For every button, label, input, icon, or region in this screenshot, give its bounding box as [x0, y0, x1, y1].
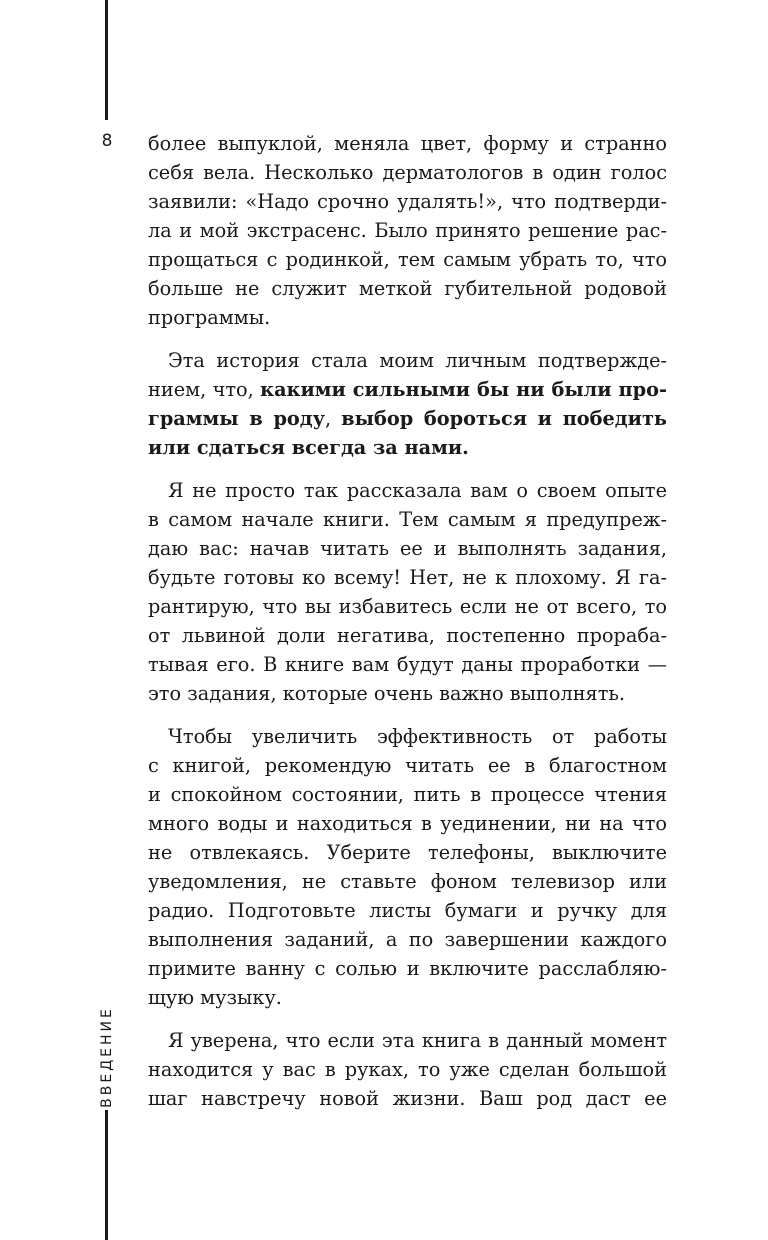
text-line: радио. Подготовьте листы бумаги и ручку для	[148, 899, 667, 922]
text-line: не отвлекаясь. Уберите телефоны, выключите	[148, 841, 667, 864]
text-line	[148, 404, 667, 433]
text-line: будьте готовы ко всему! Нет, не к плохому. Я га-	[148, 566, 667, 589]
text-line: прощаться с родинкой, тем самым убрать то, что	[148, 248, 667, 271]
text-line: выполнения заданий, а по завершении каждого	[148, 928, 667, 951]
text-line: более выпуклой, меняла цвет, форму и странно	[148, 132, 667, 155]
emphasis-text: какими сильными бы ни были про-	[260, 378, 667, 401]
page-number: 8	[101, 131, 113, 151]
text-line: уведомления, не ставьте фоном телевизор или	[148, 870, 667, 893]
text-line: с книгой, рекомендую читать ее в благостном	[148, 754, 667, 777]
text-line: Чтобы увеличить эффективность от работы	[168, 725, 667, 748]
emphasis-text: выбор бороться и победить	[341, 407, 667, 430]
text-line: больше не служит меткой губительной родовой	[148, 277, 667, 300]
text-line: рантирую, что вы избавитесь если не от всего, то	[148, 595, 667, 618]
text-line: Я уверена, что если эта книга в данный момент	[168, 1029, 667, 1052]
text-line: от львиной доли негатива, постепенно прораба-	[148, 624, 667, 647]
paragraph-5	[148, 1026, 667, 1113]
body-text	[148, 129, 667, 1127]
paragraph-4	[148, 722, 667, 1012]
emphasis-text: граммы в роду	[148, 407, 325, 430]
text-line: это задания, которые очень важно выполнять.	[148, 682, 626, 705]
text-line: программы.	[148, 306, 271, 329]
text-line: находится у вас в руках, то уже сделан большой	[148, 1058, 667, 1081]
text-line: примите ванну с солью и включите расслабляю-	[148, 957, 667, 980]
paragraph-2	[148, 346, 667, 462]
paragraph-1	[148, 129, 667, 332]
running-head: ВВЕДЕНИЕ	[99, 1006, 115, 1108]
text-line: в самом начале книги. Тем самым я предупреж-	[148, 508, 667, 531]
text-line: заявили: «Надо срочно удалять!», что подтверди-	[148, 190, 667, 213]
margin-rule-bottom	[105, 1110, 108, 1240]
text-line	[148, 433, 667, 462]
text-line: шаг навстречу новой жизни. Ваш род даст ее	[148, 1087, 667, 1110]
text-line: Я не просто так рассказала вам о своем опыте	[168, 479, 667, 502]
emphasis-text: или сдаться всегда за нами.	[148, 436, 469, 459]
text-line: даю вас: начав читать ее и выполнять задания,	[148, 537, 667, 560]
text-line: и спокойном состоянии, пить в процессе чтения	[148, 783, 667, 806]
paragraph-3	[148, 476, 667, 708]
text-line: ла и мой экстрасенс. Было принято решение рас-	[148, 219, 667, 242]
margin-rule-top	[105, 0, 108, 120]
text-line: щую музыку.	[148, 986, 282, 1009]
text-run: ,	[324, 407, 342, 430]
text-line: много воды и находиться в уединении, ни на что	[148, 812, 667, 835]
text-run: нием, что,	[148, 378, 261, 401]
text-line: Эта история стала моим личным подтвержде-	[168, 349, 667, 372]
text-line	[148, 375, 667, 404]
text-line: тывая его. В книге вам будут даны проработки —	[148, 653, 667, 676]
text-line: себя вела. Несколько дерматологов в один голос	[148, 161, 667, 184]
